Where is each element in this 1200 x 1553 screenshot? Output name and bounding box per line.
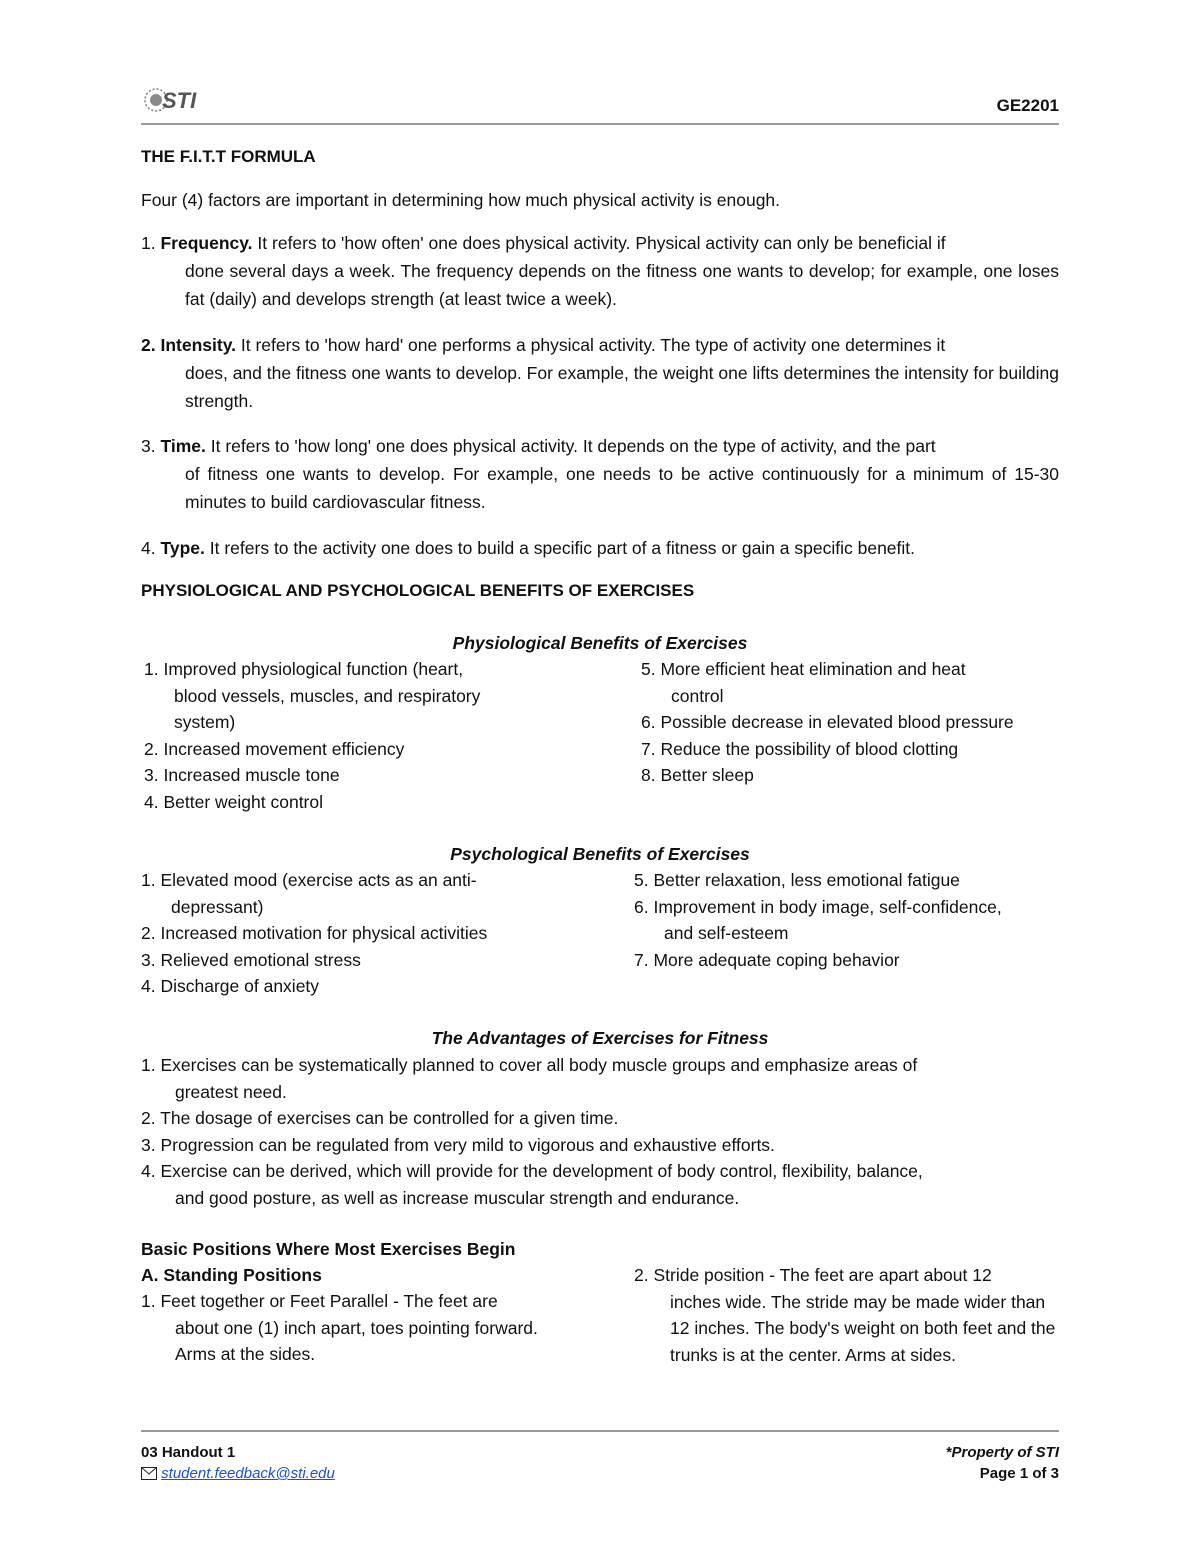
item-text: Exercise can be derived, which will provide for the development of body control, flexibility, balance,	[160, 1161, 923, 1181]
standing-position-1	[141, 1288, 551, 1368]
handout-label: 03 Handout 1	[141, 1444, 236, 1461]
item-number: 2.	[634, 1265, 649, 1285]
item-continuation: greatest need.	[175, 1081, 287, 1102]
item-number: 4.	[144, 791, 159, 812]
list-item	[141, 1105, 1059, 1132]
item-text: Exercises can be systematically planned to cover all body muscle groups and emphasize areas of	[160, 1055, 918, 1075]
footer-divider	[141, 1430, 1059, 1432]
item-text: More adequate coping behavior	[653, 949, 900, 970]
item-continuation: and good posture, as well as increase muscular strength and endurance.	[175, 1187, 740, 1208]
sti-logo	[142, 84, 212, 118]
fitt-item-time	[141, 432, 1059, 516]
item-number: 1.	[141, 1291, 156, 1311]
item-number: 2.	[141, 335, 156, 355]
item-text: Increased motivation for physical activities	[160, 923, 488, 943]
item-number: 3.	[144, 765, 159, 785]
logo-text: STI	[162, 88, 197, 113]
list-item	[641, 762, 1066, 789]
item-number: 2.	[141, 1108, 156, 1128]
item-number: 4.	[141, 538, 156, 558]
page-title: THE F.I.T.T FORMULA	[141, 147, 316, 166]
list-item	[141, 973, 551, 1000]
fitt-item-frequency	[141, 229, 1059, 313]
item-text: It refers to the activity one does to build a specific part of a fitness or gain a specific benefit.	[204, 538, 916, 558]
standing-positions-subheading: A. Standing Positions	[141, 1265, 322, 1285]
list-item	[144, 656, 544, 736]
item-text: Possible decrease in elevated blood pressure	[660, 712, 1014, 732]
physiological-list-right	[641, 656, 1066, 789]
item-text: Improvement in body image, self-confidence,	[653, 896, 1002, 917]
item-number: 3.	[141, 1134, 156, 1155]
physiological-heading: Physiological Benefits of Exercises	[452, 633, 748, 653]
item-continuation: about one (1) inch apart, toes pointing forward. Arms at the sides.	[175, 1317, 538, 1364]
advantages-list	[141, 1052, 1059, 1211]
section-title-benefits: PHYSIOLOGICAL AND PSYCHOLOGICAL BENEFITS OF EXERCISES	[141, 581, 695, 600]
item-text: It refers to 'how hard' one performs a physical activity. The type of activity one determines it	[236, 335, 946, 355]
feedback-email-link[interactable]: student.feedback@sti.edu	[161, 1465, 335, 1482]
item-number: 2.	[141, 923, 156, 943]
item-text: Better sleep	[660, 765, 754, 785]
item-number: 1.	[141, 233, 156, 253]
list-item	[641, 709, 1066, 736]
item-continuation: of fitness one wants to develop. For example, one needs to be active continuously for a minimum of 15-30 minutes to build cardiovascular fitness.	[185, 464, 1059, 512]
item-number: 3.	[141, 949, 156, 970]
envelope-icon	[141, 1465, 157, 1486]
item-number: 1.	[141, 1055, 156, 1075]
list-item	[641, 736, 1066, 763]
item-text: It refers to 'how long' one does physical activity. It depends on the type of activity, and the part	[205, 436, 936, 456]
item-text: More efficient heat elimination and heat	[660, 659, 966, 679]
item-term: Type.	[160, 538, 205, 558]
item-continuation: control	[671, 685, 724, 706]
item-text: Improved physiological function (heart,	[163, 659, 464, 679]
psychological-heading: Psychological Benefits of Exercises	[450, 844, 750, 864]
list-item	[144, 789, 544, 816]
list-item	[144, 736, 544, 763]
list-item	[141, 920, 551, 947]
item-text: Relieved emotional stress	[160, 949, 361, 970]
item-number: 6.	[634, 896, 649, 917]
item-term: Time.	[160, 436, 206, 456]
item-number: 2.	[144, 738, 159, 759]
course-code: GE2201	[996, 96, 1059, 115]
footer-left	[141, 1442, 335, 1486]
list-item	[634, 894, 1064, 947]
item-text: Elevated mood (exercise acts as an anti-	[160, 870, 477, 890]
item-number: 1.	[141, 870, 156, 890]
list-item	[634, 1262, 1064, 1368]
item-text: Discharge of anxiety	[160, 976, 320, 996]
list-item	[141, 1132, 1059, 1159]
advantages-heading: The Advantages of Exercises for Fitness	[431, 1028, 769, 1048]
item-continuation: done several days a week. The frequency depends on the fitness one wants to develop; for example, one loses fat (daily) and develops strength (at least twice a week).	[185, 261, 1059, 309]
standing-position-2	[634, 1262, 1064, 1368]
item-number: 4.	[141, 1161, 156, 1181]
fitt-item-intensity	[141, 331, 1059, 415]
item-text: Increased muscle tone	[163, 765, 340, 785]
item-number: 6.	[641, 712, 656, 732]
intro-text: Four (4) factors are important in determining how much physical activity is enough.	[141, 190, 781, 210]
list-item	[144, 762, 544, 789]
item-text: Feet together or Feet Parallel - The feet are	[160, 1291, 498, 1311]
psychological-list-right	[634, 867, 1064, 973]
item-term: Intensity.	[160, 335, 237, 355]
item-number: 7.	[641, 738, 656, 759]
item-text: Stride position - The feet are apart about 12	[653, 1265, 992, 1285]
item-continuation: depressant)	[171, 896, 264, 917]
psychological-list-left	[141, 867, 551, 1000]
item-text: It refers to 'how often' one does physical activity. Physical activity can only be beneficial if	[252, 233, 946, 253]
item-number: 8.	[641, 765, 656, 785]
item-number: 5.	[634, 870, 649, 890]
header-divider	[141, 123, 1059, 125]
page-number: Page 1 of 3	[979, 1465, 1059, 1482]
item-text: Increased movement efficiency	[163, 738, 405, 759]
list-item	[141, 947, 551, 974]
positions-heading: Basic Positions Where Most Exercises Begin	[141, 1239, 516, 1259]
list-item	[634, 867, 1064, 894]
list-item	[641, 656, 1066, 709]
fitt-item-type	[141, 534, 1059, 562]
item-number: 7.	[634, 949, 649, 970]
property-notice: *Property of STI	[945, 1444, 1059, 1461]
item-text: Better weight control	[163, 791, 324, 812]
footer-right	[946, 1442, 1059, 1484]
item-number: 5.	[641, 659, 656, 679]
item-continuation: blood vessels, muscles, and respiratory system)	[174, 685, 481, 732]
item-text: The dosage of exercises can be controlled for a given time.	[160, 1108, 619, 1128]
item-term: Frequency.	[160, 233, 253, 253]
item-continuation: and self-esteem	[664, 923, 789, 943]
list-item	[634, 947, 1064, 974]
item-continuation: inches wide. The stride may be made wider than 12 inches. The body's weight on both feet and the trunks is at the center. Arms at sides.	[670, 1291, 1056, 1365]
list-item	[141, 1158, 1059, 1211]
item-number: 4.	[141, 976, 156, 996]
physiological-list-left	[144, 656, 544, 815]
item-text: Better relaxation, less emotional fatigue	[653, 870, 960, 890]
item-number: 3.	[141, 436, 156, 456]
list-item	[141, 1052, 1059, 1105]
item-number: 1.	[144, 659, 159, 679]
item-text: Progression can be regulated from very mild to vigorous and exhaustive efforts.	[160, 1134, 775, 1155]
footer-email-line	[141, 1463, 335, 1486]
item-text: Reduce the possibility of blood clotting	[660, 738, 959, 759]
list-item	[141, 1288, 551, 1368]
item-continuation: does, and the fitness one wants to develop. For example, the weight one lifts determines the intensity for building strength.	[185, 363, 1059, 411]
list-item	[141, 867, 551, 920]
